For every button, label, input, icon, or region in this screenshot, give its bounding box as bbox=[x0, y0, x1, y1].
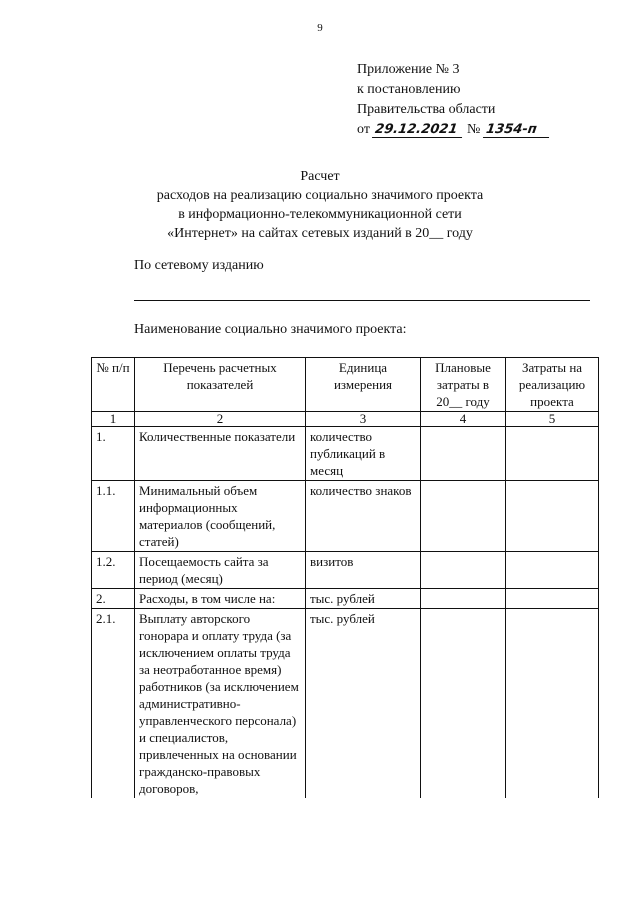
handwritten-date: 29.12.2021 bbox=[372, 123, 464, 138]
document-title bbox=[0, 167, 640, 243]
row-number: 1.1. bbox=[92, 481, 135, 552]
appendix-number-sign: № bbox=[466, 122, 481, 137]
col-number: 4 bbox=[421, 412, 506, 427]
calculation-table bbox=[91, 357, 599, 798]
row-cost[interactable] bbox=[506, 481, 599, 552]
row-planned[interactable] bbox=[421, 481, 506, 552]
appendix-block bbox=[357, 60, 550, 140]
table-row bbox=[92, 589, 599, 609]
row-planned[interactable] bbox=[421, 427, 506, 481]
table-row bbox=[92, 481, 599, 552]
appendix-government: Правительства области bbox=[357, 102, 496, 117]
row-planned[interactable] bbox=[421, 609, 506, 799]
header-unit: Единица измерения bbox=[306, 358, 421, 412]
row-planned[interactable] bbox=[421, 552, 506, 589]
header-planned: Плановые затраты в 20__ году bbox=[421, 358, 506, 412]
appendix-from-prefix: от bbox=[357, 122, 370, 137]
row-unit: тыс. рублей bbox=[306, 609, 421, 799]
table-row bbox=[92, 552, 599, 589]
row-name: Расходы, в том числе на: bbox=[135, 589, 306, 609]
row-cost[interactable] bbox=[506, 589, 599, 609]
row-cost[interactable] bbox=[506, 552, 599, 589]
table-header-row bbox=[92, 358, 599, 412]
appendix-title: Приложение № 3 bbox=[357, 62, 460, 77]
row-name: Посещаемость сайта за период (месяц) bbox=[135, 552, 306, 589]
edition-label: По сетевому изданию bbox=[134, 258, 264, 273]
title-line-2: расходов на реализацию социально значимого проекта bbox=[156, 188, 484, 203]
table-row bbox=[92, 609, 599, 799]
row-unit: количество знаков bbox=[306, 481, 421, 552]
row-name: Выплату авторского гонорара и оплату труда (за исключением оплаты труда за неотработанное время) работников (за исключением административно-управленческого персонала) и специалистов, привлеченных на основании гражданско-правовых договоров, bbox=[135, 609, 306, 799]
row-number: 1. bbox=[92, 427, 135, 481]
handwritten-number: 1354-п bbox=[483, 123, 551, 138]
col-number: 3 bbox=[306, 412, 421, 427]
appendix-date-line bbox=[357, 120, 550, 140]
title-line-3: в информационно-телекоммуникационной сети bbox=[178, 207, 462, 222]
col-number: 2 bbox=[135, 412, 306, 427]
header-number: № п/п bbox=[92, 358, 135, 412]
column-number-row bbox=[92, 412, 599, 427]
row-unit: визитов bbox=[306, 552, 421, 589]
page-number: 9 bbox=[317, 22, 323, 34]
row-name: Минимальный объем информационных материалов (сообщений, статей) bbox=[135, 481, 306, 552]
header-cost: Затраты на реализацию проекта bbox=[506, 358, 599, 412]
row-number: 2.1. bbox=[92, 609, 135, 799]
title-line-4: «Интернет» на сайтах сетевых изданий в 20__ году bbox=[167, 226, 473, 241]
table-row bbox=[92, 427, 599, 481]
title-line-1: Расчет bbox=[300, 169, 340, 184]
row-cost[interactable] bbox=[506, 427, 599, 481]
header-indicators: Перечень расчетных показателей bbox=[135, 358, 306, 412]
row-planned[interactable] bbox=[421, 589, 506, 609]
col-number: 1 bbox=[92, 412, 135, 427]
row-unit: количество публикаций в месяц bbox=[306, 427, 421, 481]
row-name: Количественные показатели bbox=[135, 427, 306, 481]
row-number: 2. bbox=[92, 589, 135, 609]
project-name-label: Наименование социально значимого проекта: bbox=[134, 322, 407, 337]
row-unit: тыс. рублей bbox=[306, 589, 421, 609]
row-cost[interactable] bbox=[506, 609, 599, 799]
row-number: 1.2. bbox=[92, 552, 135, 589]
col-number: 5 bbox=[506, 412, 599, 427]
edition-blank-line bbox=[134, 299, 590, 301]
appendix-resolution: к постановлению bbox=[357, 82, 461, 97]
